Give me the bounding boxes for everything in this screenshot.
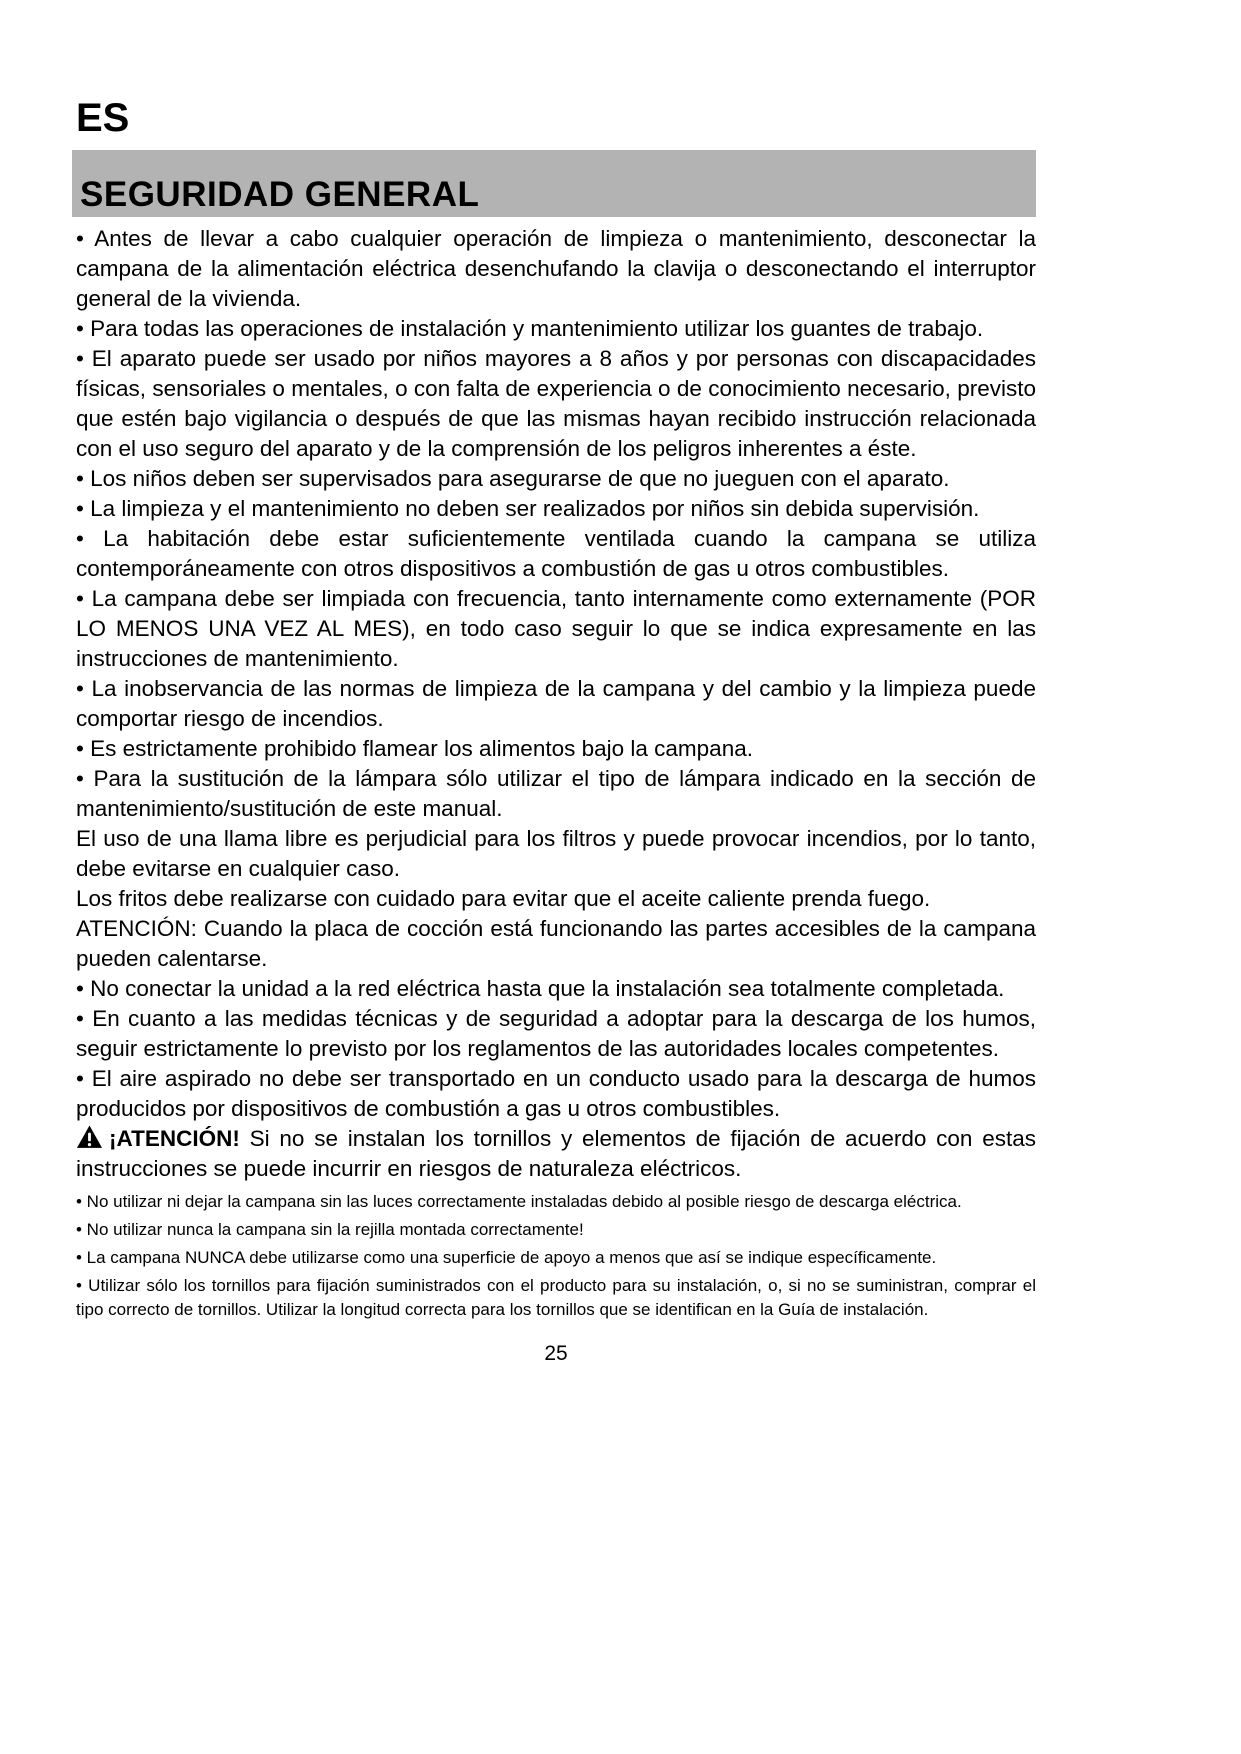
warning-icon — [76, 1125, 103, 1149]
safety-note: • No utilizar ni dejar la campana sin las luces correctamente instaladas debido al posible riesgo de descarga eléctrica. — [76, 1192, 962, 1211]
safety-paragraph: • Para todas las operaciones de instalación y mantenimiento utilizar los guantes de trabajo. — [76, 316, 984, 341]
safety-paragraph: • La campana debe ser limpiada con frecuencia, tanto internamente como externamente (POR LO MENOS UNA VEZ AL MES), en todo caso seguir lo que se indica expresamente en las instrucciones de mantenimiento. — [76, 586, 1036, 671]
section-title-bar — [72, 150, 1036, 217]
section-title: SEGURIDAD GENERAL — [80, 175, 480, 214]
safety-paragraph: • La habitación debe estar suficientemente ventilada cuando la campana se utiliza contemporáneamente con otros dispositivos a combustión de gas u otros combustibles. — [76, 526, 1036, 581]
footnotes-section — [76, 1190, 1036, 1322]
safety-note: • La campana NUNCA debe utilizarse como una superficie de apoyo a menos que así se indique específicamente. — [76, 1248, 937, 1267]
safety-paragraph: • La inobservancia de las normas de limpieza de la campana y del cambio y la limpieza puede comportar riesgo de incendios. — [76, 676, 1036, 731]
safety-paragraph: • El aire aspirado no debe ser transportado en un conducto usado para la descarga de humos producidos por dispositivos de combustión a gas u otros combustibles. — [76, 1066, 1036, 1121]
body-content — [76, 224, 1036, 1322]
safety-paragraph: Los fritos debe realizarse con cuidado para evitar que el aceite caliente prenda fuego. — [76, 886, 931, 911]
safety-paragraph: ATENCIÓN: Cuando la placa de cocción está funcionando las partes accesibles de la campana pueden calentarse. — [76, 916, 1036, 971]
safety-paragraph: • En cuanto a las medidas técnicas y de seguridad a adoptar para la descarga de los humos, seguir estrictamente lo previsto por los reglamentos de las autoridades locales competentes. — [76, 1006, 1036, 1061]
warning-label: ¡ATENCIÓN! — [109, 1126, 240, 1151]
safety-paragraph: • Los niños deben ser supervisados para asegurarse de que no jueguen con el aparato. — [76, 466, 950, 491]
safety-paragraph: El uso de una llama libre es perjudicial para los filtros y puede provocar incendios, por lo tanto, debe evitarse en cualquier caso. — [76, 826, 1036, 881]
safety-note: • No utilizar nunca la campana sin la rejilla montada correctamente! — [76, 1220, 584, 1239]
safety-paragraph: • Es estrictamente prohibido flamear los alimentos bajo la campana. — [76, 736, 753, 761]
safety-paragraph: • El aparato puede ser usado por niños mayores a 8 años y por personas con discapacidades físicas, sensoriales o mentales, o con falta de experiencia o de conocimiento necesario, previsto que estén bajo vigilancia o después de que las mismas hayan recibido instrucción relacionada con el uso seguro del aparato y de la comprensión de los peligros inherentes a éste. — [76, 346, 1036, 461]
warning-paragraph — [76, 1124, 1036, 1184]
safety-paragraph: • Para la sustitución de la lámpara sólo utilizar el tipo de lámpara indicado en la sección de mantenimiento/sustitución de este manual. — [76, 766, 1036, 821]
page-number: 25 — [544, 1342, 568, 1365]
language-code: ES — [76, 96, 130, 140]
safety-paragraph: • La limpieza y el mantenimiento no deben ser realizados por niños sin debida supervisión. — [76, 496, 980, 521]
safety-note: • Utilizar sólo los tornillos para fijación suministrados con el producto para su instalación, o, si no se suministran, comprar el tipo correcto de tornillos. Utilizar la longitud correcta para los tornillos que se identifican en la Guía de instalación. — [76, 1276, 1036, 1319]
safety-paragraph: • No conectar la unidad a la red eléctrica hasta que la instalación sea totalmente completada. — [76, 976, 1005, 1001]
safety-paragraph: • Antes de llevar a cabo cualquier operación de limpieza o mantenimiento, desconectar la campana de la alimentación eléctrica desenchufando la clavija o desconectando el interruptor general de la vivienda. — [76, 226, 1036, 311]
warning-text: Si no se instalan los tornillos y elementos de fijación de acuerdo con estas instrucciones se puede incurrir en riesgos de naturaleza eléctricos. — [76, 1126, 1036, 1181]
